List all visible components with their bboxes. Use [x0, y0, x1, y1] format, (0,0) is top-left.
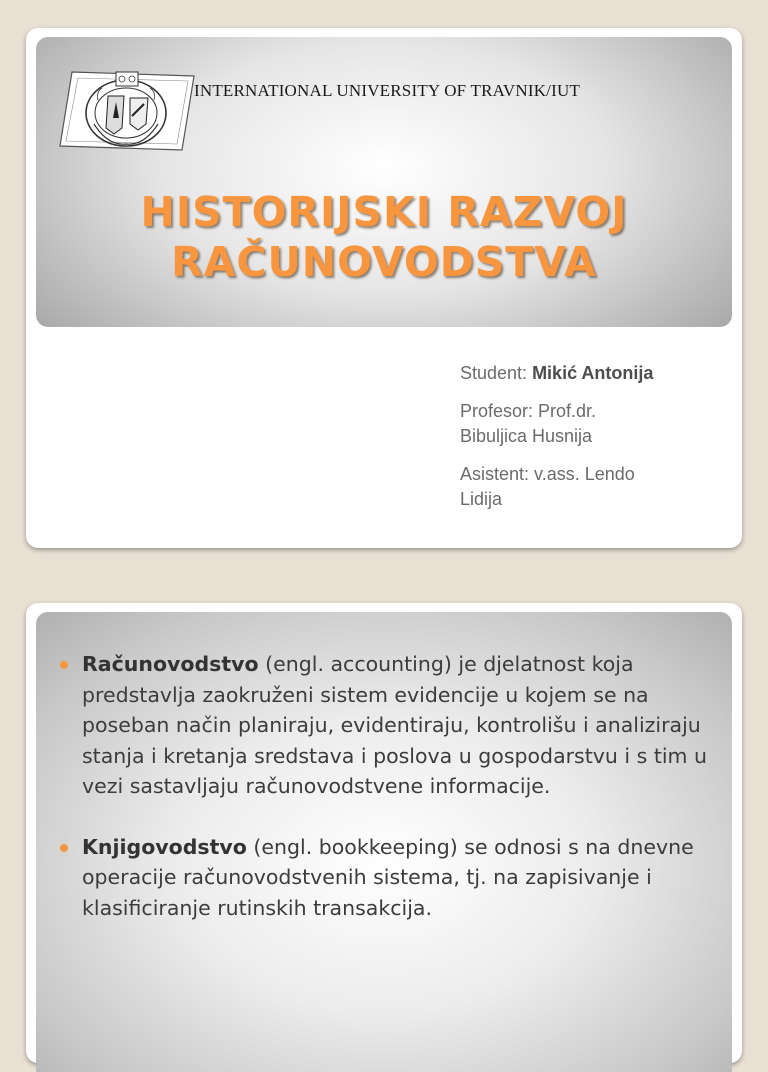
- bullet-item-knjigovodstvo: [60, 832, 720, 924]
- student-name: Mikić Antonija: [532, 363, 654, 383]
- asistent-line-2: Lidija: [460, 489, 503, 509]
- author-info: [460, 361, 730, 525]
- bullet-list: [60, 649, 720, 953]
- bullet-term: Računovodstvo: [82, 652, 259, 676]
- title-line-2: RAČUNOVODSTVA: [171, 238, 597, 286]
- asistent-line-1: Asistent: v.ass. Lendo: [460, 464, 635, 484]
- bullet-text: (engl. accounting) je djelatnost koja predstavlja zaokruženi sistem evidencije u kojem se na poseban način planiraju, evidentiraju, kontrolišu i analiziraju stanja i kretanja sredstava i poslova u gospodarstvu i s tim u vezi sastavljaju računovodstvene informacije.: [82, 652, 708, 798]
- slide-title: [36, 187, 732, 287]
- title-slide: [26, 28, 742, 548]
- bullet-text: (engl. bookkeeping) se odnosi s na dnevne operacije računovodstvenih sistema, tj. na zapisivanje i klasificiranje rutinskih transakcija.: [82, 834, 694, 920]
- profesor-line-1: Profesor: Prof.dr.: [460, 401, 597, 421]
- title-line-1: HISTORIJSKI RAZVOJ: [140, 188, 628, 236]
- university-name: INTERNATIONAL UNIVERSITY OF TRAVNIK/IUT: [194, 81, 581, 100]
- asistent-line: [460, 462, 730, 512]
- content-panel: [36, 612, 732, 1072]
- student-label: Student:: [460, 363, 533, 383]
- student-line: [460, 361, 730, 386]
- bullet-item-racunovodstvo: [60, 649, 720, 802]
- title-banner: [36, 37, 732, 327]
- university-seal-icon: [58, 66, 198, 154]
- content-slide: [26, 603, 742, 1063]
- bullet-dot-icon: [60, 844, 68, 852]
- profesor-line-2: Bibuljica Husnija: [460, 426, 593, 446]
- bullet-term: Knjigovodstvo: [82, 834, 247, 859]
- bullet-dot-icon: [60, 661, 68, 669]
- profesor-line: [460, 399, 730, 449]
